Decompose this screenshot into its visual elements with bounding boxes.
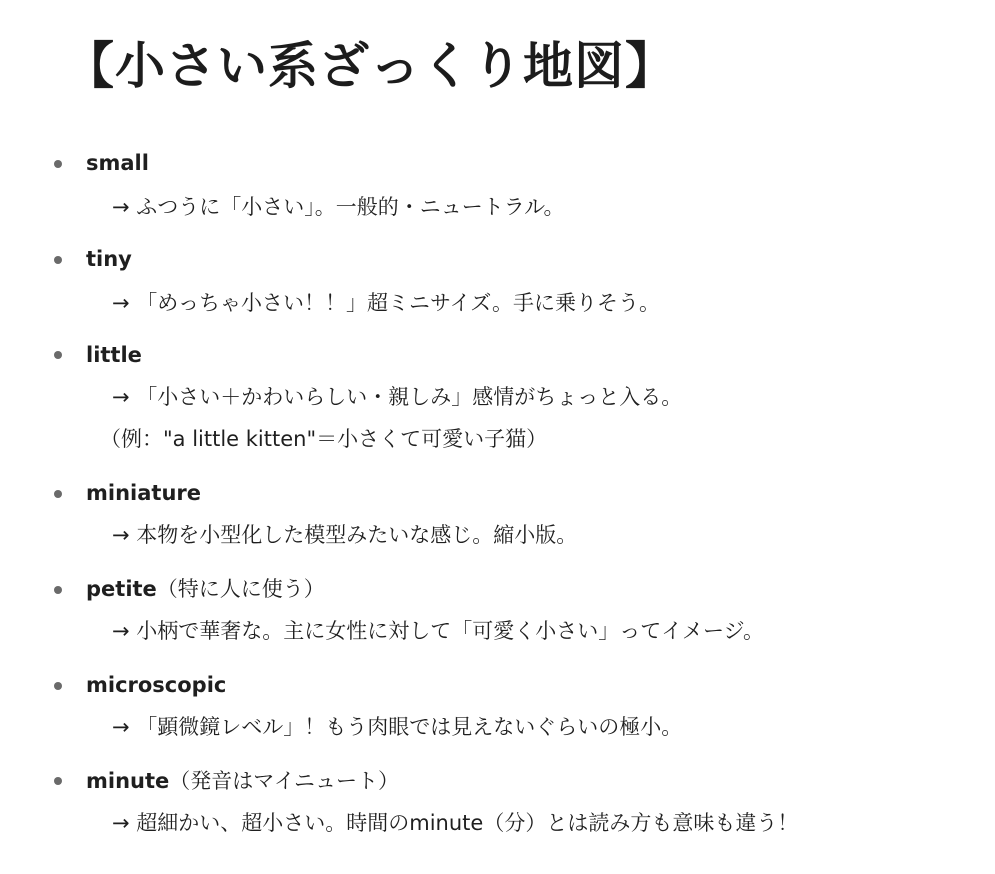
description: → ふつうに「小さい」。一般的・ニュートラル。 bbox=[112, 195, 565, 219]
term-line bbox=[86, 340, 142, 370]
bullet-icon bbox=[54, 490, 62, 498]
page-title: 【小さい系ざっくり地図】 bbox=[64, 37, 676, 95]
term: microscopic bbox=[86, 673, 227, 697]
term: small bbox=[86, 151, 149, 175]
bullet-icon bbox=[54, 777, 62, 785]
bullet-icon bbox=[54, 256, 62, 264]
bullet-icon bbox=[54, 160, 62, 168]
term: tiny bbox=[86, 247, 132, 271]
description: → 超細かい、超小さい。時間のminute（分）とは読み方も意味も違う！ bbox=[112, 811, 799, 835]
description-example: （例："a little kitten"＝小さくて可愛い子猫） bbox=[100, 427, 548, 451]
term-line bbox=[86, 244, 132, 274]
description: → 小柄で華奢な。主に女性に対して「可愛く小さい」ってイメージ。 bbox=[112, 619, 764, 643]
term-line bbox=[86, 478, 201, 508]
term: minute bbox=[86, 769, 170, 793]
description: → 「小さい＋かわいらしい・親しみ」感情がちょっと入る。 bbox=[112, 385, 683, 409]
term-note: （発音はマイニュート） bbox=[169, 769, 400, 793]
term-line bbox=[86, 148, 149, 178]
term-line bbox=[86, 766, 399, 796]
term: miniature bbox=[86, 481, 201, 505]
term: little bbox=[86, 343, 142, 367]
description: → 「顕微鏡レベル」！もう肉眼では見えないぐらいの極小。 bbox=[112, 715, 683, 739]
term-line bbox=[86, 574, 325, 604]
description: → 「めっちゃ小さい！！」超ミニサイズ。手に乗りそう。 bbox=[112, 291, 661, 315]
term-note: （特に人に使う） bbox=[156, 577, 325, 601]
term: petite bbox=[86, 577, 157, 601]
term-line bbox=[86, 670, 226, 700]
description: → 本物を小型化した模型みたいな感じ。縮小版。 bbox=[112, 523, 578, 547]
bullet-icon bbox=[54, 586, 62, 594]
bullet-icon bbox=[54, 682, 62, 690]
bullet-icon bbox=[54, 351, 62, 359]
